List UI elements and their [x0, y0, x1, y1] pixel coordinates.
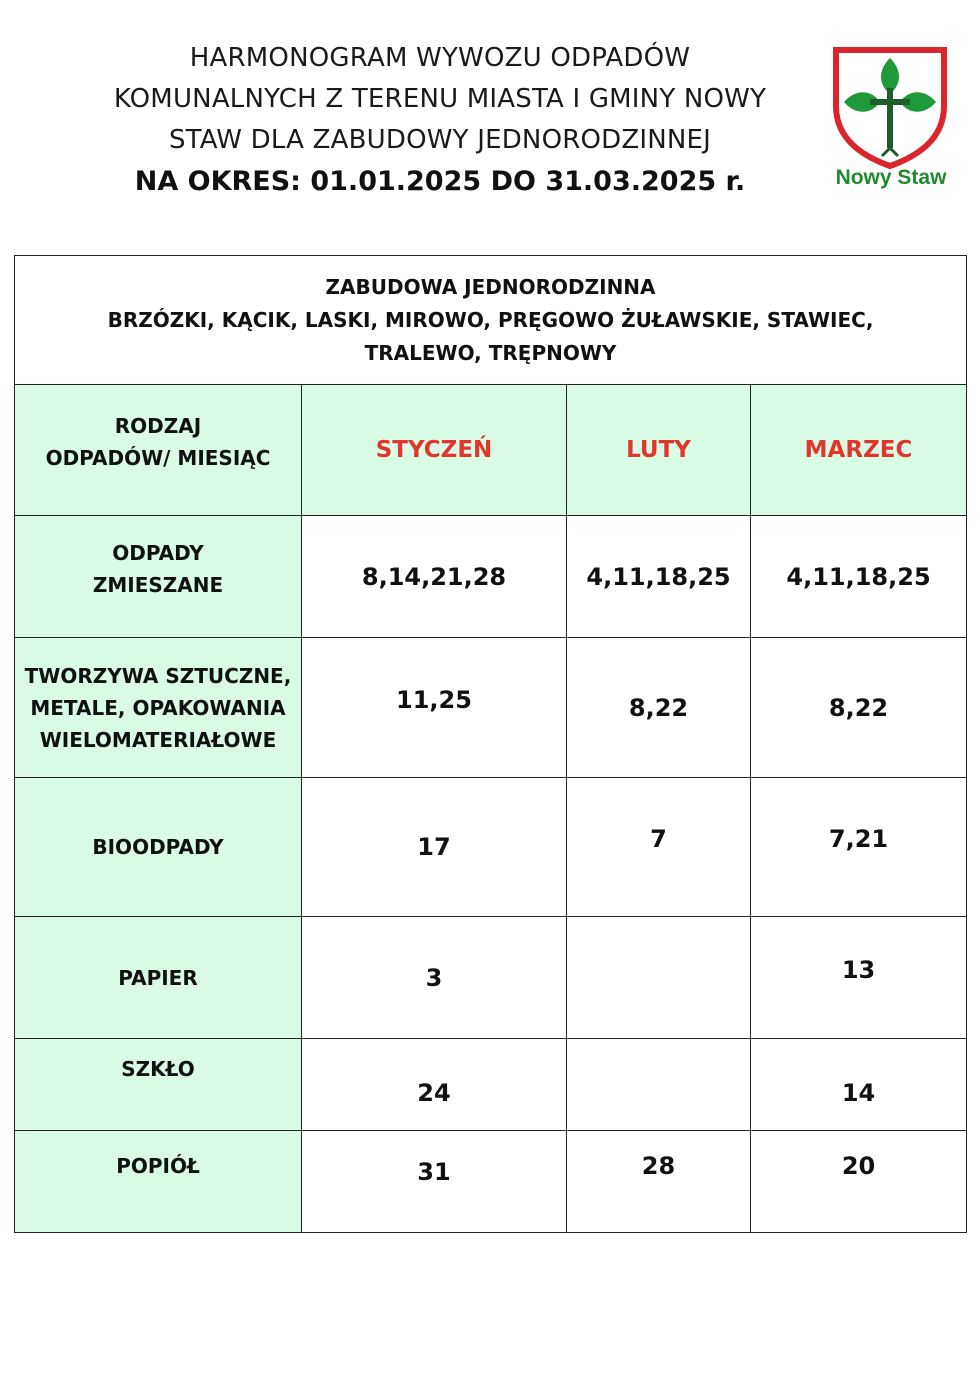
- waste-type-label: PAPIER: [118, 965, 198, 990]
- date-value: 7: [650, 825, 667, 853]
- date-cell: [567, 1131, 751, 1233]
- table-row: [15, 516, 967, 638]
- title-line-3: STAW DLA ZABUDOWY JEDNORODZINNEJ: [168, 125, 712, 155]
- waste-type-cell: [15, 1039, 302, 1131]
- month-header-feb: LUTY: [567, 385, 751, 516]
- month-header-mar: MARZEC: [751, 385, 967, 516]
- date-value: 31: [417, 1157, 451, 1186]
- date-cell: [567, 778, 751, 917]
- waste-type-label: METALE, OPAKOWANIA: [30, 695, 286, 720]
- date-value: 24: [417, 1078, 451, 1107]
- waste-type-label: ZMIESZANE: [92, 572, 224, 597]
- page-header: [0, 0, 980, 230]
- date-value: 13: [841, 955, 876, 984]
- zone-title: ZABUDOWA JEDNORODZINNA: [325, 274, 656, 299]
- date-cell: 8,14,21,28: [302, 516, 567, 638]
- date-cell: 4,11,18,25: [567, 516, 751, 638]
- table-row: [15, 917, 967, 1039]
- title-line-2: KOMUNALNYCH Z TERENU MIASTA I GMINY NOWY: [113, 84, 767, 114]
- waste-type-cell: [15, 1131, 302, 1233]
- date-value: 28: [641, 1151, 676, 1180]
- waste-type-cell: [15, 778, 302, 917]
- waste-type-label: TWORZYWA SZTUCZNE,: [24, 663, 292, 688]
- logo-text: Nowy Staw: [835, 166, 947, 189]
- zone-header-cell: [15, 256, 967, 385]
- date-cell: 3: [302, 917, 567, 1039]
- table-row: [15, 778, 967, 917]
- date-cell: 4,11,18,25: [751, 516, 967, 638]
- date-cell: [751, 917, 967, 1039]
- date-cell: [302, 1039, 567, 1131]
- date-cell: [567, 917, 751, 1039]
- corner-label-1: RODZAJ: [114, 414, 202, 438]
- date-cell: 8,22: [567, 638, 751, 778]
- date-value: 14: [841, 1078, 876, 1107]
- date-cell: 17: [302, 778, 567, 917]
- waste-type-cell: [15, 516, 302, 638]
- zone-places-line-1: BRZÓZKI, KĄCIK, LASKI, MIROWO, PRĘGOWO ŻUŁAWSKIE, STAWIEC,: [107, 307, 874, 332]
- zone-header-row: [15, 256, 967, 385]
- date-cell: [751, 1131, 967, 1233]
- schedule-table: [14, 255, 967, 1233]
- date-cell: [302, 638, 567, 778]
- date-value: 20: [841, 1151, 876, 1180]
- coat-of-arms-icon: [826, 44, 956, 169]
- date-value: 11,25: [396, 685, 472, 714]
- date-cell: [302, 1131, 567, 1233]
- title-block: [60, 38, 820, 203]
- corner-header-cell: [15, 385, 302, 516]
- table-row: [15, 638, 967, 778]
- table-row: [15, 1039, 967, 1131]
- date-value: 7,21: [828, 825, 889, 853]
- zone-places-line-2: TRALEWO, TRĘPNOWY: [364, 340, 617, 365]
- waste-type-label: ODPADY: [112, 540, 204, 565]
- waste-type-label: SZKŁO: [121, 1056, 195, 1081]
- date-cell: [567, 1039, 751, 1131]
- date-cell: [751, 1039, 967, 1131]
- month-header-row: [15, 385, 967, 516]
- month-header-jan: STYCZEŃ: [302, 385, 567, 516]
- nowy-staw-logo: [826, 44, 956, 194]
- table-row: [15, 1131, 967, 1233]
- date-cell: [751, 778, 967, 917]
- waste-type-label: WIELOMATERIAŁOWE: [39, 727, 277, 752]
- corner-label-2: ODPADÓW/ MIESIĄC: [45, 446, 271, 470]
- period-line: NA OKRES: 01.01.2025 DO 31.03.2025 r.: [134, 166, 746, 197]
- date-cell: 8,22: [751, 638, 967, 778]
- waste-type-cell: [15, 917, 302, 1039]
- waste-type-label: BIOODPADY: [92, 835, 224, 859]
- waste-type-cell: [15, 638, 302, 778]
- title-line-1: HARMONOGRAM WYWOZU ODPADÓW: [189, 43, 691, 73]
- waste-type-label: POPIÓŁ: [116, 1153, 200, 1178]
